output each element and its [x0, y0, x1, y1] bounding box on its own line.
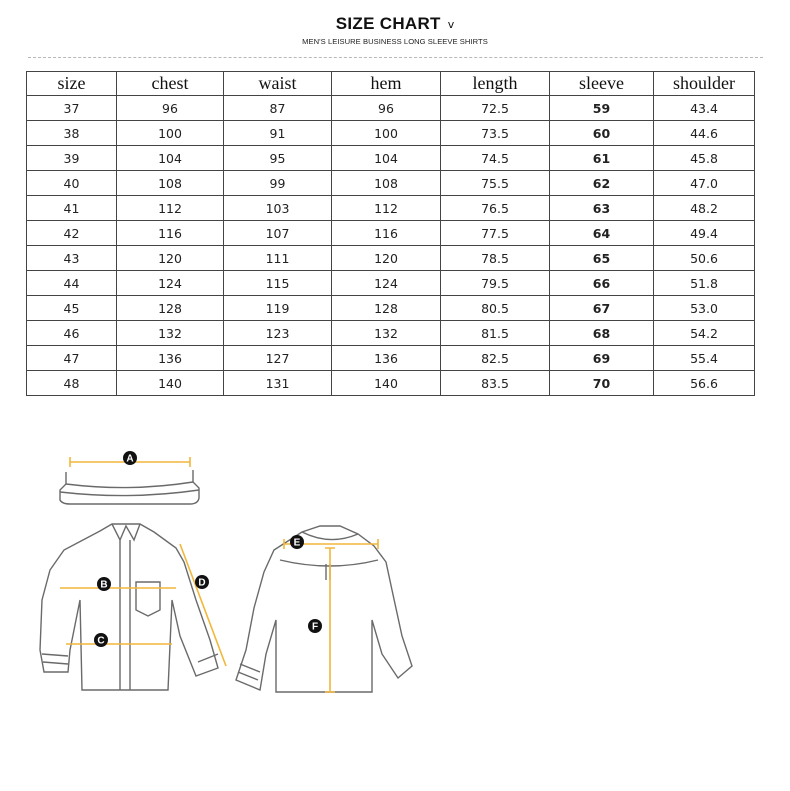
table-row	[27, 96, 755, 121]
back-left-cuff	[238, 664, 260, 680]
table-cell-waist: 103	[224, 196, 332, 221]
marker-d: D	[198, 577, 206, 589]
table-cell-waist: 127	[224, 346, 332, 371]
back-yoke	[280, 560, 378, 566]
table-cell-length: 79.5	[441, 271, 550, 296]
table-cell-size: 43	[27, 246, 117, 271]
table-cell-length: 74.5	[441, 146, 550, 171]
table-cell-chest: 132	[117, 321, 224, 346]
column-header: sleeve	[550, 72, 654, 96]
table-row	[27, 296, 755, 321]
table-cell-waist: 99	[224, 171, 332, 196]
table-cell-chest: 128	[117, 296, 224, 321]
table-cell-chest: 140	[117, 371, 224, 396]
table-cell-waist: 119	[224, 296, 332, 321]
table-row	[27, 121, 755, 146]
table-cell-length: 80.5	[441, 296, 550, 321]
table-cell-length: 75.5	[441, 171, 550, 196]
table-cell-size: 47	[27, 346, 117, 371]
table-cell-hem: 136	[332, 346, 441, 371]
collar-band-crease	[60, 490, 199, 496]
table-cell-shoulder: 53.0	[654, 296, 755, 321]
table-cell-sleeve: 64	[550, 221, 654, 246]
front-placket	[120, 540, 130, 690]
table-cell-hem: 112	[332, 196, 441, 221]
table-cell-size: 48	[27, 371, 117, 396]
table-cell-hem: 116	[332, 221, 441, 246]
table-cell-size: 44	[27, 271, 117, 296]
table-cell-waist: 95	[224, 146, 332, 171]
table-row	[27, 221, 755, 246]
page-title: SIZE CHART	[335, 14, 441, 33]
table-cell-length: 82.5	[441, 346, 550, 371]
table-cell-hem: 108	[332, 171, 441, 196]
table-cell-waist: 91	[224, 121, 332, 146]
table-cell-sleeve: 60	[550, 121, 654, 146]
marker-f: F	[311, 621, 319, 633]
table-row	[27, 196, 755, 221]
table-cell-hem: 140	[332, 371, 441, 396]
table-cell-chest: 108	[117, 171, 224, 196]
column-header: length	[441, 72, 550, 96]
table-cell-length: 78.5	[441, 246, 550, 271]
table-cell-sleeve: 67	[550, 296, 654, 321]
table-cell-length: 77.5	[441, 221, 550, 246]
column-header: waist	[224, 72, 332, 96]
table-cell-size: 37	[27, 96, 117, 121]
table-cell-size: 41	[27, 196, 117, 221]
table-cell-chest: 112	[117, 196, 224, 221]
table-row	[27, 321, 755, 346]
table-cell-size: 39	[27, 146, 117, 171]
table-header-row	[27, 72, 755, 96]
table-cell-waist: 131	[224, 371, 332, 396]
front-pocket	[136, 582, 160, 616]
table-cell-length: 81.5	[441, 321, 550, 346]
back-collar	[302, 532, 358, 540]
table-cell-hem: 96	[332, 96, 441, 121]
chart-header	[0, 14, 790, 46]
sleeve-measure-line	[180, 544, 226, 666]
table-cell-shoulder: 55.4	[654, 346, 755, 371]
table-cell-sleeve: 69	[550, 346, 654, 371]
table-body	[27, 96, 755, 396]
table-cell-chest: 96	[117, 96, 224, 121]
table-cell-hem: 132	[332, 321, 441, 346]
table-cell-waist: 115	[224, 271, 332, 296]
chevron-down-icon: v	[447, 18, 455, 31]
table-cell-sleeve: 68	[550, 321, 654, 346]
table-cell-waist: 123	[224, 321, 332, 346]
marker-c: C	[97, 635, 105, 647]
marker-b: B	[100, 579, 108, 591]
table-cell-size: 38	[27, 121, 117, 146]
table-cell-size: 42	[27, 221, 117, 246]
table-cell-shoulder: 56.6	[654, 371, 755, 396]
table-cell-shoulder: 43.4	[654, 96, 755, 121]
table-row	[27, 146, 755, 171]
table-cell-sleeve: 70	[550, 371, 654, 396]
table-cell-shoulder: 48.2	[654, 196, 755, 221]
table-cell-shoulder: 45.8	[654, 146, 755, 171]
table-cell-shoulder: 51.8	[654, 271, 755, 296]
column-header: chest	[117, 72, 224, 96]
column-header: size	[27, 72, 117, 96]
title-row	[336, 14, 455, 34]
table-cell-length: 76.5	[441, 196, 550, 221]
table-row	[27, 371, 755, 396]
table-cell-length: 83.5	[441, 371, 550, 396]
table-cell-sleeve: 62	[550, 171, 654, 196]
table-cell-size: 46	[27, 321, 117, 346]
marker-e: E	[293, 537, 301, 549]
table-cell-size: 45	[27, 296, 117, 321]
table-cell-hem: 124	[332, 271, 441, 296]
table-cell-chest: 104	[117, 146, 224, 171]
table-cell-shoulder: 49.4	[654, 221, 755, 246]
table-cell-waist: 107	[224, 221, 332, 246]
page-subtitle: MEN'S LEISURE BUSINESS LONG SLEEVE SHIRTS	[302, 37, 488, 46]
shirt-diagram	[0, 440, 430, 710]
front-collar	[112, 524, 140, 540]
table-cell-hem: 128	[332, 296, 441, 321]
table-cell-shoulder: 54.2	[654, 321, 755, 346]
collar-band-inner	[66, 482, 193, 488]
table-cell-hem: 100	[332, 121, 441, 146]
table-row	[27, 271, 755, 296]
size-table	[26, 71, 755, 396]
table-cell-shoulder: 50.6	[654, 246, 755, 271]
column-header: shoulder	[654, 72, 755, 96]
table-cell-chest: 116	[117, 221, 224, 246]
table-cell-hem: 104	[332, 146, 441, 171]
table-row	[27, 346, 755, 371]
table-cell-chest: 120	[117, 246, 224, 271]
table-cell-shoulder: 47.0	[654, 171, 755, 196]
table-cell-chest: 136	[117, 346, 224, 371]
table-cell-shoulder: 44.6	[654, 121, 755, 146]
table-cell-hem: 120	[332, 246, 441, 271]
front-shirt-outline	[40, 524, 218, 690]
table-cell-length: 72.5	[441, 96, 550, 121]
table-cell-sleeve: 66	[550, 271, 654, 296]
column-header: hem	[332, 72, 441, 96]
table-row	[27, 246, 755, 271]
header-divider	[28, 57, 763, 58]
table-row	[27, 171, 755, 196]
table-cell-waist: 111	[224, 246, 332, 271]
table-cell-chest: 124	[117, 271, 224, 296]
table-cell-sleeve: 59	[550, 96, 654, 121]
table-cell-sleeve: 63	[550, 196, 654, 221]
table-cell-length: 73.5	[441, 121, 550, 146]
front-left-cuff	[42, 654, 68, 664]
marker-a: A	[126, 453, 134, 465]
table-cell-sleeve: 65	[550, 246, 654, 271]
table-cell-waist: 87	[224, 96, 332, 121]
back-shirt-outline	[236, 526, 412, 692]
table-cell-chest: 100	[117, 121, 224, 146]
table-cell-sleeve: 61	[550, 146, 654, 171]
table-cell-size: 40	[27, 171, 117, 196]
